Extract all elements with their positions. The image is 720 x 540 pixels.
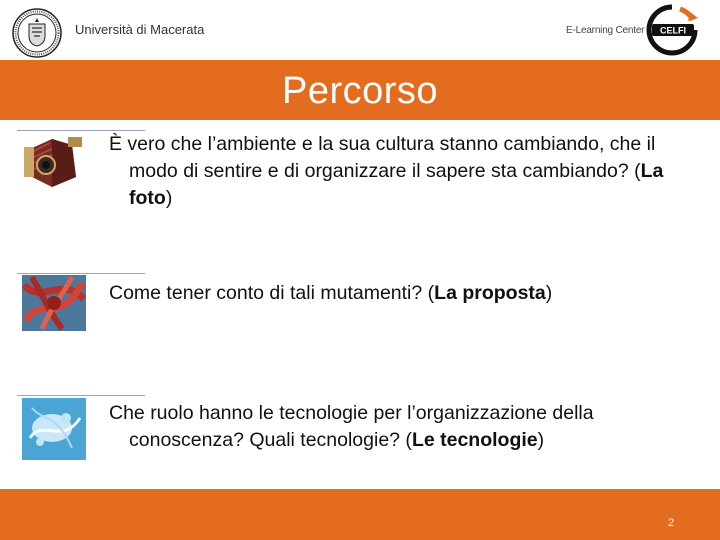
slide-footer	[0, 489, 720, 540]
camera-photo-icon	[22, 133, 86, 191]
elearning-center-label: E-Learning Center	[566, 25, 645, 36]
celfi-logo-icon	[644, 4, 700, 56]
bullet-text-end: )	[545, 282, 553, 304]
bullet-text: È vero che l’ambiente e la sua cultura stanno cambiando, che il modo di sentire e di organizzare il sapere sta cambiando? (	[109, 133, 656, 182]
university-name: Università di Macerata	[75, 22, 205, 37]
rope-knots-photo-icon	[22, 275, 86, 331]
divider-line	[17, 273, 145, 274]
molecular-render-icon	[22, 398, 86, 460]
bullet-link-technologies[interactable]: Le tecnologie	[411, 429, 538, 451]
bullet-text: Che ruolo hanno le tecnologie per l’organizzazione della conoscenza? Quali tecnologie? (	[109, 402, 594, 451]
bullet-text-end: )	[165, 187, 173, 209]
bullet-link-photo[interactable]: La foto	[129, 160, 664, 209]
bullet-item-proposal	[109, 280, 709, 307]
bullet-link-proposal[interactable]: La proposta	[434, 282, 546, 304]
university-seal-icon	[12, 8, 62, 58]
bullet-text: Come tener conto di tali mutamenti? (	[109, 282, 435, 304]
page-number: 2	[668, 517, 675, 529]
bullet-item-technologies	[109, 400, 709, 454]
slide-title: Percorso	[281, 70, 439, 112]
slide-header	[0, 0, 720, 60]
bullet-item-photo	[109, 131, 709, 212]
celfi-logo-text: CELFI	[660, 25, 686, 36]
bullet-text-end: )	[537, 429, 545, 451]
divider-line	[17, 395, 145, 396]
